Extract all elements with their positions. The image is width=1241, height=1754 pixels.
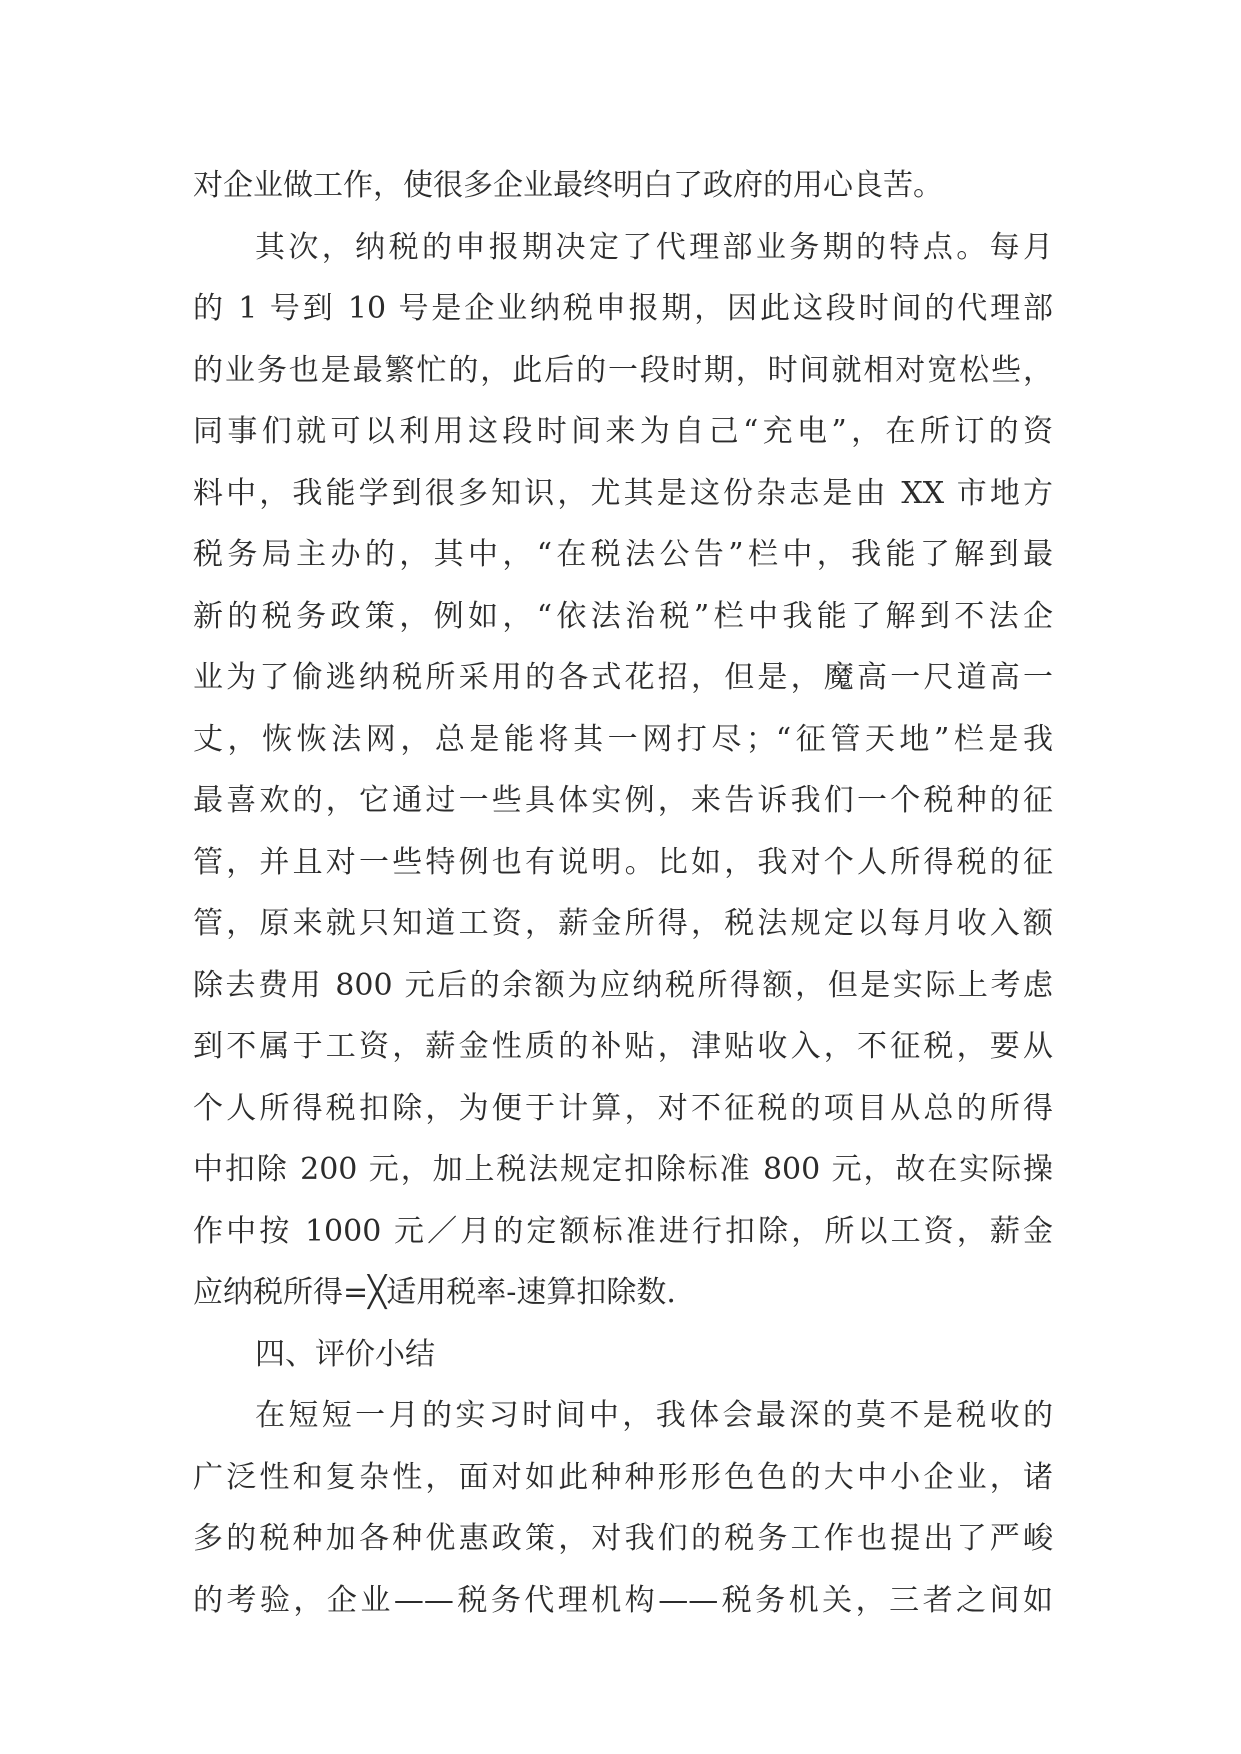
paragraph-line: 到不属于工资，薪金性质的补贴，津贴收入，不征税，要从 (193, 1029, 1053, 1064)
paragraph-line: 的业务也是最繁忙的，此后的一段时期，时间就相对宽松些， (193, 352, 1053, 388)
paragraph-line: 对企业做工作，使很多企业最终明白了政府的用心良苦。 (193, 168, 943, 203)
section-heading: 四、评价小结 (255, 1336, 435, 1372)
paragraph-line: 丈，恢恢法网，总是能将其一网打尽；“征管天地”栏是我 (193, 721, 1053, 757)
paragraph-line: 料中，我能学到很多知识，尤其是这份杂志是由 XX 市地方 (193, 475, 1053, 511)
paragraph-line: 个人所得税扣除，为便于计算，对不征税的项目从总的所得 (193, 1090, 1053, 1126)
paragraph-line: 最喜欢的，它通过一些具体实例，来告诉我们一个税种的征 (193, 783, 1053, 818)
paragraph-line: 管，原来就只知道工资，薪金所得，税法规定以每月收入额 (193, 906, 1053, 941)
paragraph-line: 税务局主办的，其中，“在税法公告”栏中，我能了解到最 (193, 537, 1053, 572)
paragraph-line: 广泛性和复杂性，面对如此种种形形色色的大中小企业，诸 (193, 1459, 1053, 1495)
paragraph-line: 管，并且对一些特例也有说明。比如，我对个人所得税的征 (193, 844, 1053, 880)
paragraph-line: 作中按 1000 元／月的定额标准进行扣除，所以工资，薪金 (193, 1213, 1053, 1249)
paragraph-line: 中扣除 200 元，加上税法规定扣除标准 800 元，故在实际操 (193, 1152, 1053, 1187)
document-body (193, 155, 1053, 1631)
paragraph-line: 在短短一月的实习时间中，我体会最深的莫不是税收的 (255, 1398, 1053, 1433)
paragraph-line: 的 1 号到 10 号是企业纳税申报期，因此这段时间的代理部 (193, 291, 1053, 326)
paragraph-line: 应纳税所得=╳适用税率-速算扣除数. (193, 1275, 676, 1310)
paragraph-line: 其次，纳税的申报期决定了代理部业务期的特点。每月 (255, 229, 1053, 265)
paragraph-line: 除去费用 800 元后的余额为应纳税所得额，但是实际上考虑 (193, 967, 1053, 1003)
paragraph-line: 多的税种加各种优惠政策，对我们的税务工作也提出了严峻 (193, 1521, 1053, 1556)
paragraph-line: 同事们就可以利用这段时间来为自己“充电”，在所订的资 (193, 414, 1053, 449)
paragraph-line: 新的税务政策，例如，“依法治税”栏中我能了解到不法企 (193, 598, 1053, 634)
paragraph-line: 业为了偷逃纳税所采用的各式花招，但是，魔高一尺道高一 (193, 660, 1053, 695)
paragraph-line: 的考验，企业——税务代理机构——税务机关，三者之间如 (193, 1582, 1053, 1618)
